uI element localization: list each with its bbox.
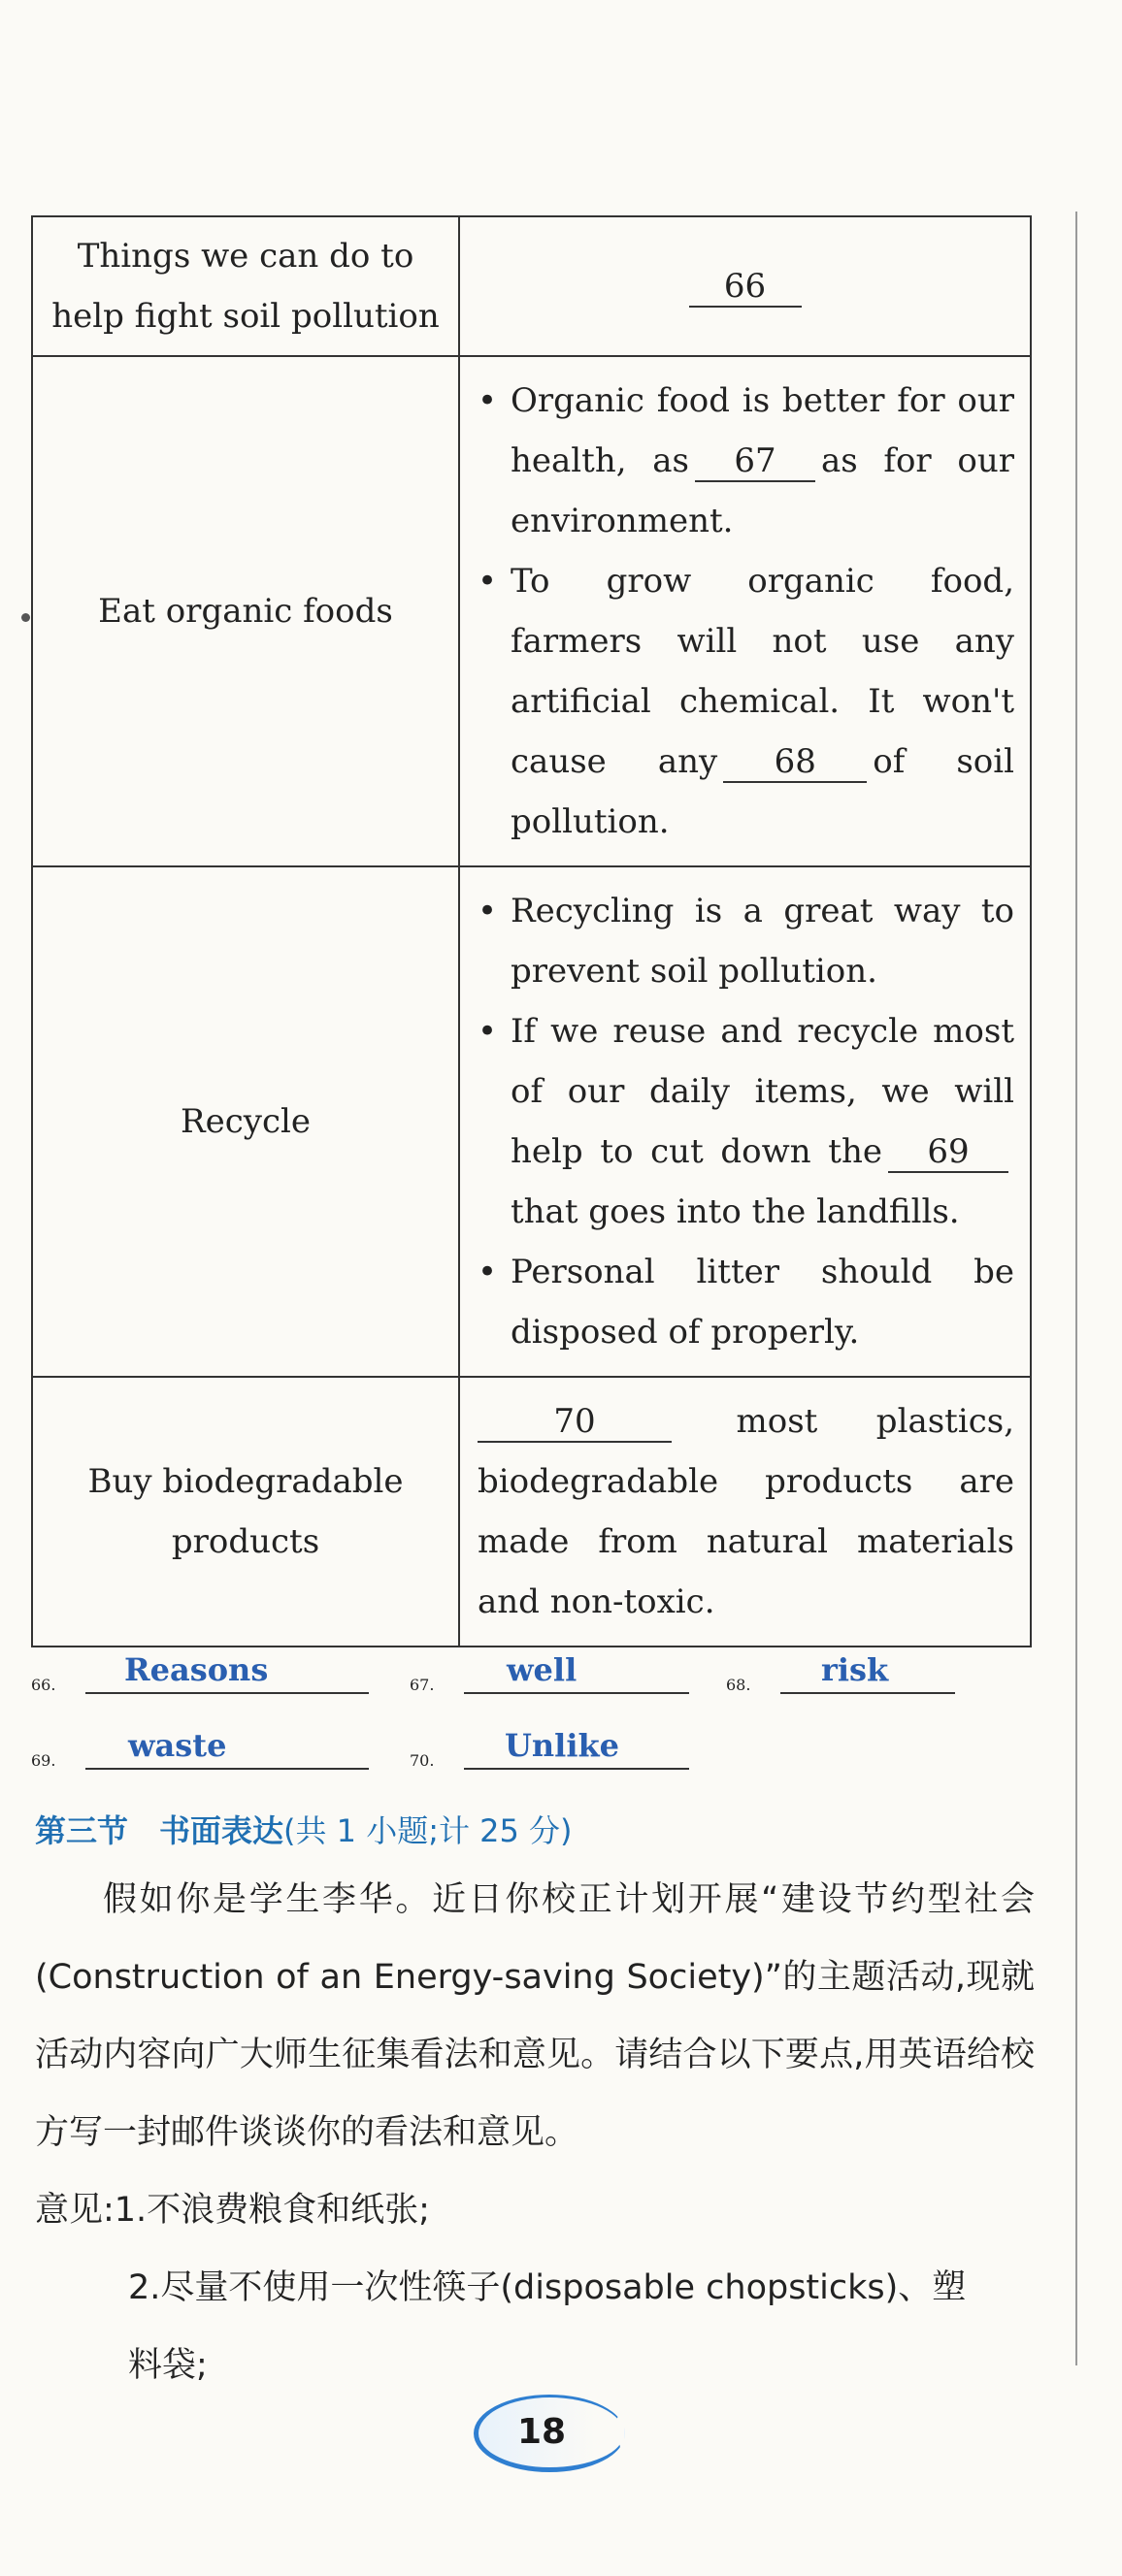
stray-dot — [21, 613, 30, 622]
answer-68: 68. risk — [726, 1649, 955, 1694]
bullet-item: • Recycling is a great way to prevent soil pollution. — [478, 881, 1014, 1001]
blank-70: 70 — [478, 1402, 672, 1443]
prompt-paragraph: 假如你是学生李华。近日你校正计划开展“建设节约型社会(Construction of an Energy-saving Society)”的主题活动,现就活动内容向广大师生征集看法和意见。请结合以下要点,用英语给校方写一封邮件谈谈你的看法和意见。 — [35, 1880, 1035, 2152]
blank-69: 69 — [888, 1132, 1008, 1173]
row-label: Buy biodegradable products — [32, 1377, 459, 1647]
answer-66: 66. Reasons — [31, 1649, 369, 1694]
bullet-icon: • — [478, 892, 498, 930]
answer-70: 70. Unlike — [410, 1725, 689, 1770]
prompt-point-1: 意见:1.不浪费粮食和纸张; — [35, 2191, 430, 2230]
answer-69: 69. waste — [31, 1725, 369, 1770]
page-number-badge — [474, 2395, 625, 2470]
answer-line: well — [464, 1649, 689, 1694]
bullet-item: • To grow organic food, farmers will not use any artificial chemical. It won't cause any 68 of soil pollution. — [478, 551, 1014, 852]
blank-67: 67 — [695, 441, 815, 482]
blank-66: 66 — [689, 267, 802, 308]
answer-line: Reasons — [85, 1649, 369, 1694]
row-content — [459, 356, 1031, 866]
bullet-item: • If we reuse and recycle most of our daily items, we will help to cut down the 69that goes into the landfills. — [478, 1001, 1014, 1242]
table-row — [32, 866, 1031, 1377]
row-label: Recycle — [32, 866, 459, 1377]
row-content: 70 most plastics, biodegradable products are made from natural materials and non-toxic. — [459, 1377, 1031, 1647]
answer-67: 67. well — [410, 1649, 689, 1694]
reading-table — [31, 215, 1032, 1647]
margin-rule — [1075, 212, 1077, 2365]
row-label: Eat organic foods — [32, 356, 459, 866]
table-row — [32, 216, 1031, 356]
bullet-item: • Personal litter should be disposed of properly. — [478, 1242, 1014, 1362]
answer-line: waste — [85, 1725, 369, 1770]
answer-line: risk — [780, 1649, 955, 1694]
blank-68: 68 — [723, 742, 867, 783]
answer-line: Unlike — [464, 1725, 689, 1770]
bullet-item: • Organic food is better for our health, as 67 as for our environment. — [478, 371, 1014, 551]
row-label: Things we can do to help fight soil pollution — [32, 216, 459, 356]
section-heading: 第三节 书面表达(共 1 小题;计 25 分) — [35, 1812, 573, 1849]
page-number: 18 — [516, 2412, 567, 2452]
bullet-icon: • — [478, 562, 498, 601]
table-row — [32, 356, 1031, 866]
prompt-point-2: 2.尽量不使用一次性筷子(disposable chopsticks)、塑 — [128, 2268, 967, 2307]
row-content — [459, 216, 1031, 356]
table-row — [32, 1377, 1031, 1647]
bullet-icon: • — [478, 381, 498, 420]
bullet-icon: • — [478, 1253, 498, 1291]
row-content — [459, 866, 1031, 1377]
bullet-icon: • — [478, 1012, 498, 1051]
prompt-point-2-cont: 料袋; — [128, 2346, 208, 2385]
